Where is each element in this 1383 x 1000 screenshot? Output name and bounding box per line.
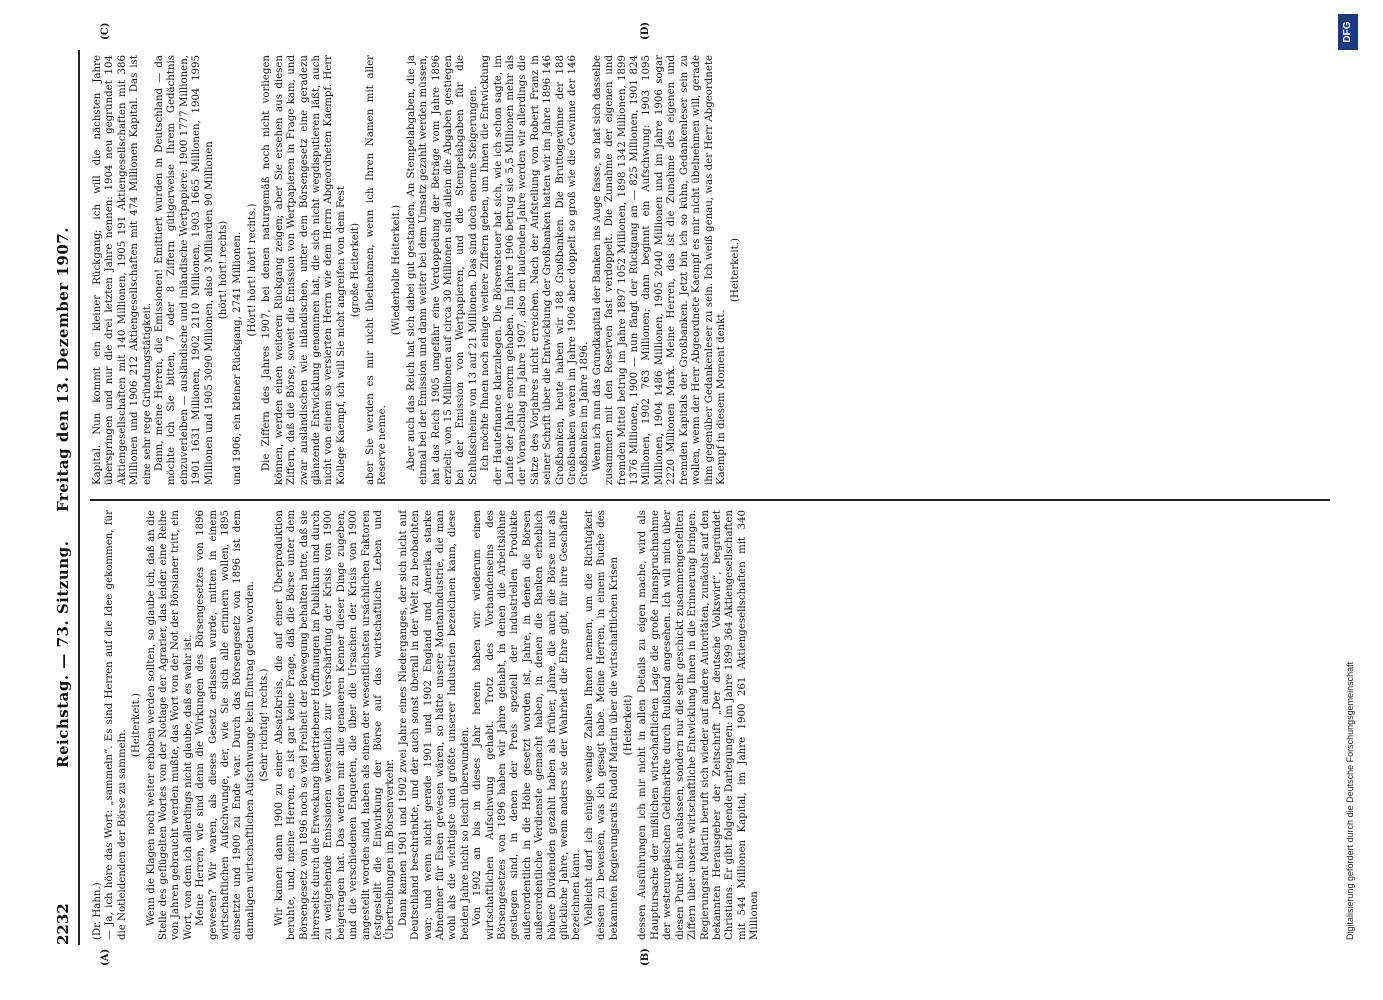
page-number: 2232 xyxy=(54,903,72,945)
paragraph: und 1906, ein kleiner Rückgang, 2741 Millionen. xyxy=(232,231,244,485)
digitization-note: Digitalisierung gefördert durch die Deutsche Forschungsgemeinschaft xyxy=(1345,661,1355,940)
paragraph: Von 1902 an bis in dieses Jahr herein haben wir wiederum einen wirtschaftlichen Aufschwung gehabt. Trotz des Vorhandenseins des Börsengesetzes von 1896 haben wir Jahre gehabt, in denen die Arbeitslöhne gestiegen sind, in denen der Preis speziell der industriellen Produkte außerordentlich in die Höhe gesetzt worden ist, Jahre, in denen die Börsen außerordentliche Verdienste gemacht haben, in denen die Banken erheblich höhere Dividenden gezahlt haben als früher, Jahre, die auch die Börse nur als glückliche Jahre, wenn anders sie der Wahrheit die Ehre gibt, für ihre Geschäfte bezeichnen kann. xyxy=(472,510,583,940)
interjection: (Heiterkeit) xyxy=(623,694,635,756)
header-session: Reichstag. — 73. Sitzung. xyxy=(54,540,72,768)
paragraph: Aber auch das Reich hat sich dabei gut gestanden. An Stempelabgaben, die ja einmal bei der Emission und dann weiter bei dem Umsatz gezahlt werden müssen, hat das Reich 1905 ungefähr eine Verdoppelung der Beträge vom Jahre 1896 erzielt: von 15 Millionen auf circa 30 Millionen sind allein die Abgaben gestiegen bei der Emission von Wertpapieren, und die Stempelabgaben für die Schlußscheine von 13 auf 21 Millionen. Das sind doch enorme Steigerungen. xyxy=(405,55,479,485)
paragraph: Wenn die Klagen noch weiter erhoben werden sollten, so glaube ich, daß an die Stelle des geflügelten Wortes von der Notlage der Agrarier, das leider eine Reihe von Jahren gebraucht werden mußte, das Wort von der Not der Börsianer tritt, ein Wort, von dem ich allerdings nicht glaube, daß es wahr ist. xyxy=(145,510,194,940)
interjection: (Wiederholte Heiterkeit.) xyxy=(391,204,403,336)
margin-marker-a: (A) xyxy=(100,948,111,966)
dfg-logo: DFG xyxy=(1338,14,1358,50)
interjection: (große Heiterkeit) xyxy=(350,222,362,318)
page-header xyxy=(52,50,78,945)
header-date: Freitag den 13. Dezember 1907. xyxy=(54,227,72,513)
margin-marker-c: (C) xyxy=(100,22,111,40)
interjection: (Heiterkeit.) xyxy=(730,238,742,302)
right-text-column xyxy=(92,55,1307,485)
paragraph: Wir kamen dann 1900 zu einer Absatzkrisis, die auf einer Überproduktion beruhte, und, meine Herren, es ist gar keine Frage, daß die Börse unter dem Börsengesetz von 1896 noch so viel Freiheit der Bewegung behalten hatte, daß sie ihrerseits durch die Erweckung übertriebener Hoffnungen im Publikum und durch zu weitgehende Emissionen wesentlich zur Verschärfung der Krisis von 1900 beigetragen hat. Das werden mir alle genaueren Kenner dieser Dinge zugeben, und die verschiedenen Enqueten, die über die Ursachen der Krisis von 1900 angestellt worden sind, haben als einen der wesentlichsten ursächlichen Faktoren festgestellt die Einwirkung der Börse auf das wirtschaftliche Leben und Übertreibungen im Börsenverkehr. xyxy=(273,510,397,940)
paragraph: Meine Herren, wie sind denn die Wirkungen des Börsengesetzes von 1896 gewesen? Wir waren, als dieses Gesetz erlassen wurde, mitten in einem wirtschaftlichen Aufschwunge, der, wie Sie sich alle erinnern wollen, 1895 einsetzte und 1900 zu Ende war. Durch das Börsengesetz von 1896 ist dem damaligen wirtschaftlichen Aufschwunge kein Eintrag getan worden. xyxy=(195,510,256,940)
paragraph: — Ja, ich höre das Wort: „sammeln“. Es sind Herren auf die Idee gekommen, für die Notleidenden der Börse zu sammeln. xyxy=(104,510,128,940)
column-divider xyxy=(90,499,1330,501)
paragraph: dessen Ausführungen ich mir nicht in allen Details zu eigen mache, wird als Hauptursache der mißlichen wirtschaftlichen Lage die große Inanspruchnahme der westeuropäischen Geldmärkte durch Rußland angesehen. Ich will mich über diesen Punkt nicht auslassen, sondern nur die sehr geschickt zusammengestellten Ziffern über unsere wirtschaftliche Entwicklung Ihnen in die Erinnerung bringen. Regierungsrat Martin beruft sich wieder auf andere Autoritäten, zunächst auf den bekannten Herausgeber der Zeitschrift „Der deutsche Volkswirt“, begründet Christians. Er gibt folgende Darlegungen: im Jahre 1899 364 Aktiengesellschaften mit 544 Millionen Kapital, im Jahre 1900 261 Aktiengesellschaften mit 340 Millionen xyxy=(637,510,761,940)
header-title xyxy=(54,50,72,945)
margin-marker-b: (B) xyxy=(640,948,651,966)
interjection: (Heiterkeit.) xyxy=(131,693,143,757)
interjection: (Hört! hört! hört! rechts.) xyxy=(246,203,258,337)
paragraph: Dann, meine Herren, die Emissionen! Emittiert wurden in Deutschland — da möchte ich Sie bitten, 7 oder 8 Ziffern gütigerweise Ihrem Gedächtnis einzuverleiben — ausländische und inländische Wertpapiere: 1900 1777 Millionen, 1901 1631 Millionen, 1902 2110 Millionen, 1903 1665 Millionen, 1904 1995 Millionen und 1905 3090 Millionen, also 3 Milliarden 90 Millionen xyxy=(154,55,215,485)
paragraph: Vielleicht darf ich einige wenige Zahlen Ihnen nennen, um die Richtigkeit dessen zu beweisen, was ich gesagt habe. Meine Herren, in einem Buche des bekannten Regierungsrats Rudolf Martin über die wirtschaftlichen Krisen xyxy=(583,510,620,940)
interjection: (Sehr richtig! rechts.) xyxy=(259,668,271,782)
paragraph: Dann kamen 1901 und 1902 zwei Jahre eines Niederganges, der sich nicht auf Deutschland beschränkte, und der auch sonst überall in der Welt zu beobachten war; und wenn nicht gerade 1901 und 1902 England und Amerika starke Abnehmer für Eisen gewesen wären, so hätte unsere Montanindustrie, die man wohl als die wichtigste und größte unserer Industrien bezeichnen kann, diese beiden Jahre nicht so leicht überwunden. xyxy=(397,510,471,940)
paragraph: Wenn ich nun das Grundkapital der Banken ins Auge fasse, so hat sich dasselbe zusammen mit den Reserven fast verdoppelt. Die Zunahme der eigenen und fremden Mittel betrug im Jahre 1897 1052 Millionen, 1898 1342 Millionen, 1899 1376 Millionen, 1900 — nun fängt der Rückgang an — 825 Millionen, 1901 824 Millionen, 1902 763 Millionen; dann beginnt ein Aufschwung: 1903 1095 Millionen, 1904 1486 Millionen, 1905 2040 Millionen und im Jahre 1906 sogar 2220 Millionen Mark. Meine Herren, das ist die Zunahme des eigenen und fremden Kapitals der Großbanken. Jetzt bin ich so kühn, Gedankenleser sein zu wollen, wenn der Herr Abgeordnete Kaempf es mir nicht übelnehmen will, gerade ihm gegenüber Gedankenleser zu sein. Ich weiß genau, was der Herr Abgeordnete Kaempf in diesem Moment denkt. xyxy=(591,55,727,485)
margin-marker-d: (D) xyxy=(640,21,651,40)
paragraph: Ich möchte Ihnen noch einige weitere Ziffern geben, um Ihnen die Entwicklung der Hautefinance klarzulegen. Die Börsensteuer hat sich, wie ich schon sagte, im Laufe der Jahre enorm gehoben. Im Jahre 1906 betrug sie 5,5 Millionen mehr als der Voranschlag im Jahre 1907, also im laufenden Jahre werden wir allerdings die Sätze des Vorjahres nicht erreichen. Nach der Aufstellung von Robert Franz in seiner Schrift über die Entwicklung der Großbanken hatten wir im Jahre 1896 146 Großbanken, heute haben wir 188 Großbanken. Die Bruttogewinne der 188 Großbanken waren im Jahre 1906 aber doppelt so groß wie die Gewinne der 146 Großbanken im Jahre 1896. xyxy=(480,55,591,485)
paragraph: Kapital. Nun kommt ein kleiner Rückgang; ich will die nächsten Jahre überspringen und nur die drei letzten Jahre nennen: 1904 neu gegründet 104 Aktiengesellschaften mit 140 Millionen, 1905 191 Aktiengesellschaften mit 386 Millionen und 1906 212 Aktiengesellschaften mit 474 Millionen Kapital. Das ist eine sehr rege Gründungstätigkeit. xyxy=(92,55,153,485)
paragraph: aber Sie werden es mir nicht übelnehmen, wenn ich Ihren Namen mit aller Reserve nenne. xyxy=(364,55,388,485)
left-text-column xyxy=(92,510,1307,940)
paragraph: (Dr. Hahn.) xyxy=(92,882,103,940)
paragraph: Die Ziffern des Jahres 1907, bei denen naturgemäß noch nicht vorliegen können, werden einen weiteren Rückgang zeigen; aber Sie ersehen aus diesen Ziffern, daß die Börse, soweit die Emission von Wertpapieren in Frage kam, und zwar ausländischen wie inländischen, unter dem Börsengesetz eine geradezu glänzende Entwicklung genommen hat, die sich nicht wegdisputieren läßt, auch nicht von einem so versierten Herrn wie dem Herrn Abgeordneten Kaempf. Herr Kollege Kaempf, ich will Sie nicht angreifen von dem Fest xyxy=(261,55,347,485)
header-rule xyxy=(78,50,80,945)
interjection: (hört! hört! rechts) xyxy=(218,220,230,320)
